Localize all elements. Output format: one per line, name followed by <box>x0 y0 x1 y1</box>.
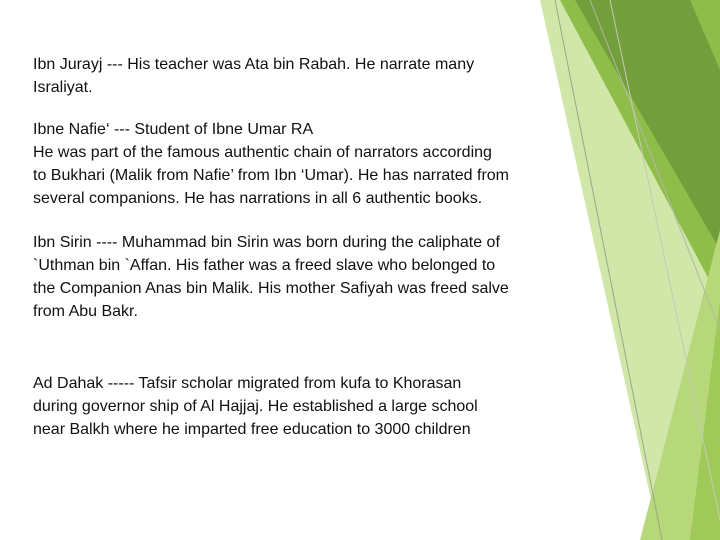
text-line: `Uthman bin `Affan. His father was a freed slave who belonged to <box>33 257 496 274</box>
text-line: Israliyat. <box>33 79 93 96</box>
text-line: near Balkh where he imparted free education to 3000 children <box>33 421 471 438</box>
text-line: to Bukhari (Malik from Nafie’ from Ibn ‘Umar). He has narrated from <box>33 167 509 184</box>
text-line: Ad Dahak ----- Tafsir scholar migrated from kufa to Khorasan <box>33 375 462 392</box>
paragraph-ibn-sirin <box>33 231 573 323</box>
paragraph-ad-dahak <box>33 372 573 441</box>
text-line: from Abu Bakr. <box>33 303 138 320</box>
text-line: He was part of the famous authentic chain of narrators according <box>33 144 492 161</box>
text-line: Ibn Sirin ---- Muhammad bin Sirin was born during the caliphate of <box>33 234 500 251</box>
paragraph-ibn-jurayj <box>33 53 573 99</box>
text-line: the Companion Anas bin Malik. His mother Safiyah was freed salve <box>33 280 509 297</box>
text-line: during governor ship of Al Hajjaj. He established a large school <box>33 398 478 415</box>
text-line: Ibn Jurayj --- His teacher was Ata bin Rabah. He narrate many <box>33 56 475 73</box>
paragraph-ibne-nafie <box>33 118 573 210</box>
text-line: several companions. He has narrations in all 6 authentic books. <box>33 190 483 207</box>
slide-body-text <box>33 53 573 441</box>
text-line: Ibne Nafie‘ --- Student of Ibne Umar RA <box>33 121 314 138</box>
